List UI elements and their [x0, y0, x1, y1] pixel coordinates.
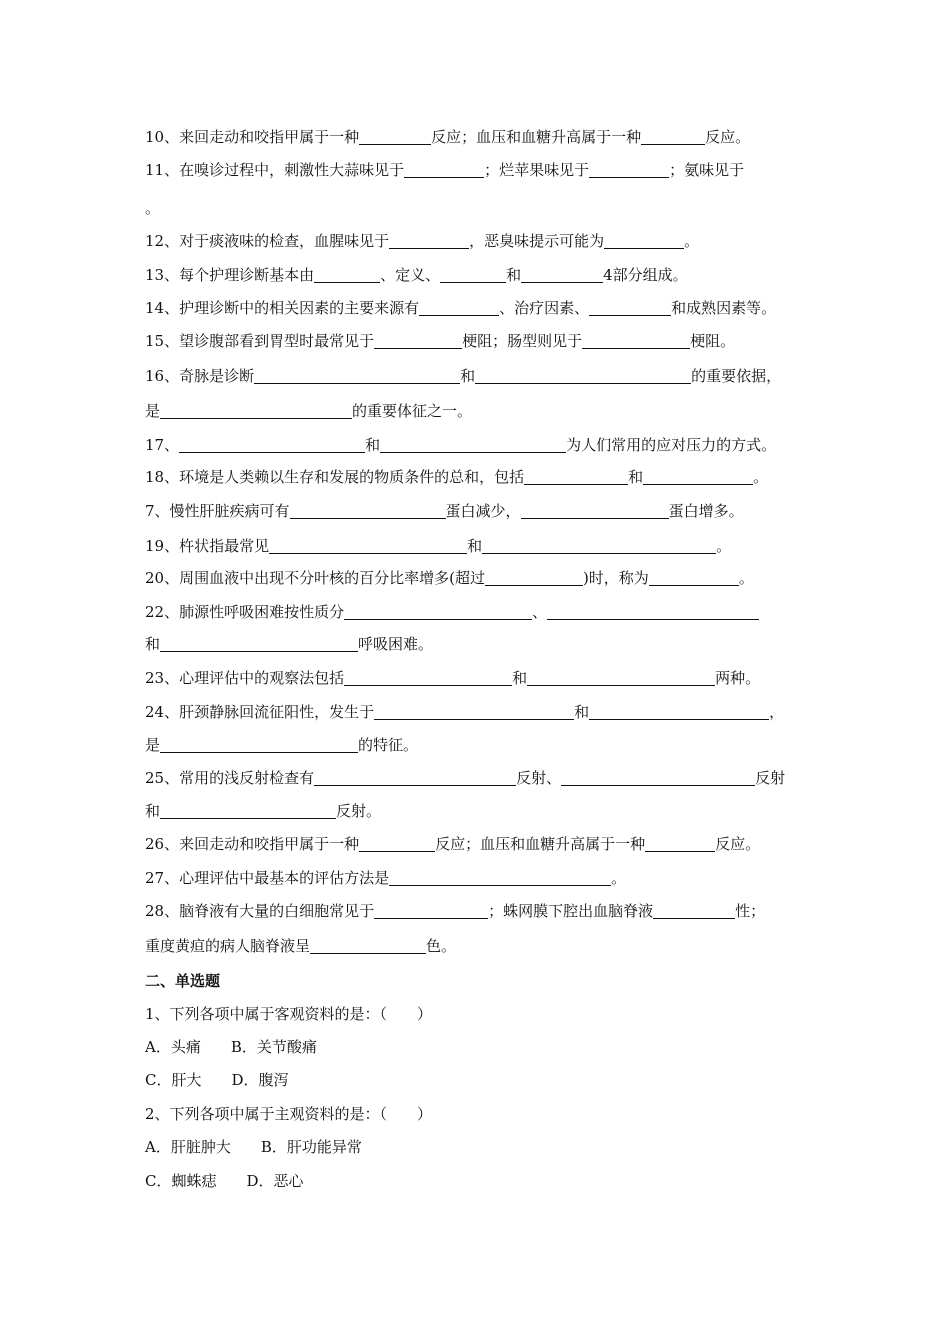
option-a: A．肝脏肿大 [145, 1138, 231, 1156]
answer-blank [475, 367, 691, 384]
question-11-end: 。 [145, 199, 161, 217]
answer-blank [521, 502, 669, 519]
question-11: 11、在嗅诊过程中，刺激性大蒜味见于 ；烂苹果味见于 ；氨味见于 [145, 161, 745, 179]
answer-blank [380, 436, 566, 453]
question-22: 22、肺源性呼吸困难按性质分 、 [145, 601, 810, 623]
answer-blank [314, 266, 380, 283]
answer-blank [404, 161, 484, 178]
option-d: D．恶心 [246, 1172, 304, 1190]
question-12: 12、对于痰液味的检查，血腥味见于 ，恶臭味提示可能为 。 [145, 232, 700, 250]
mc-question-2: 2、下列各项中属于主观资料的是：（ ） [145, 1105, 433, 1123]
question-27: 27、心理评估中最基本的评估方法是 。 [145, 869, 627, 887]
answer-blank [254, 367, 460, 384]
mc-question-1-options-ab [145, 1036, 810, 1058]
option-c: C．肝大 [145, 1071, 202, 1089]
answer-blank [160, 402, 352, 419]
question-26: 26、来回走动和咬指甲属于一种 反应；血压和血糖升高属于一种 反应。 [145, 835, 761, 853]
answer-blank [290, 502, 446, 519]
answer-blank [589, 161, 669, 178]
question-20: 20、周围血液中出现不分叶核的百分比率增多(超过 )时，称为 。 [145, 569, 754, 587]
mc-question-2-options-ab [145, 1136, 810, 1158]
question-19: 19、杵状指最常见 和 。 [145, 537, 732, 555]
answer-blank [547, 603, 759, 620]
mc-question-2-options-cd [145, 1170, 810, 1192]
answer-blank [179, 436, 365, 453]
option-d: D．腹泻 [231, 1071, 289, 1089]
answer-blank [649, 569, 739, 586]
answer-blank [641, 128, 705, 145]
answer-blank [160, 802, 336, 819]
question-15: 15、望诊腹部看到胃型时最常见于 梗阻；肠型则见于 梗阻。 [145, 332, 736, 350]
question-28: 28、脑脊液有大量的白细胞常见于 ；蛛网膜下腔出血脑脊液 性； [145, 902, 766, 920]
option-b: B．肝功能异常 [260, 1138, 362, 1156]
question-17: 17、 和 为人们常用的应对压力的方式。 [145, 436, 777, 454]
answer-blank [527, 669, 715, 686]
question-24: 24、肝颈静脉回流征阳性，发生于 和 ， [145, 703, 785, 721]
answer-blank [344, 603, 532, 620]
answer-blank [389, 232, 469, 249]
answer-blank [160, 736, 358, 753]
answer-blank [653, 902, 735, 919]
answer-blank [589, 299, 671, 316]
answer-blank [604, 232, 684, 249]
answer-blank [374, 332, 462, 349]
answer-blank [419, 299, 499, 316]
option-b: B．关节酸痛 [230, 1038, 317, 1056]
answer-blank [482, 537, 716, 554]
question-24-cont: 是 的特征。 [145, 736, 419, 754]
answer-blank [521, 266, 603, 283]
question-25: 25、常用的浅反射检查有 反射、 反射 [145, 769, 786, 787]
question-16-cont: 是 的重要体征之一。 [145, 402, 473, 420]
answer-blank [643, 468, 753, 485]
option-c: C．蜘蛛痣 [145, 1172, 217, 1190]
question-10: 10、来回走动和咬指甲属于一种 反应；血压和血糖升高属于一种 反应。 [145, 128, 751, 146]
answer-blank [440, 266, 506, 283]
mc-question-1: 1、下列各项中属于客观资料的是：（ ） [145, 1005, 433, 1023]
answer-blank [160, 635, 358, 652]
answer-blank [374, 902, 488, 919]
answer-blank [485, 569, 583, 586]
answer-blank [389, 869, 611, 886]
answer-blank [374, 703, 574, 720]
answer-blank [589, 703, 769, 720]
answer-blank [310, 937, 426, 954]
question-14: 14、护理诊断中的相关因素的主要来源有 、治疗因素、 和成熟因素等。 [145, 299, 777, 317]
answer-blank [582, 332, 690, 349]
question-7: 7、慢性肝脏疾病可有 蛋白减少， 蛋白增多。 [145, 502, 744, 520]
section-title: 二、单选题 [145, 972, 221, 990]
answer-blank [269, 537, 467, 554]
answer-blank [524, 468, 628, 485]
answer-blank [359, 128, 431, 145]
answer-blank [314, 769, 516, 786]
question-25-cont: 和 反射。 [145, 802, 382, 820]
question-16: 16、奇脉是诊断 和 的重要依据， [145, 367, 782, 385]
option-a: A．头痛 [145, 1038, 201, 1056]
question-28-cont: 重度黄疸的病人脑脊液呈 色。 [145, 937, 457, 955]
mc-question-1-options-cd [145, 1069, 810, 1091]
question-18: 18、环境是人类赖以生存和发展的物质条件的总和，包括 和 。 [145, 468, 769, 486]
answer-blank [359, 835, 435, 852]
answer-blank [561, 769, 755, 786]
question-23: 23、心理评估中的观察法包括 和 两种。 [145, 669, 761, 687]
answer-blank [645, 835, 715, 852]
answer-blank [344, 669, 512, 686]
question-22-cont: 和 呼吸困难。 [145, 635, 434, 653]
question-13: 13、每个护理诊断基本由 、定义、 和 4部分组成。 [145, 266, 688, 284]
